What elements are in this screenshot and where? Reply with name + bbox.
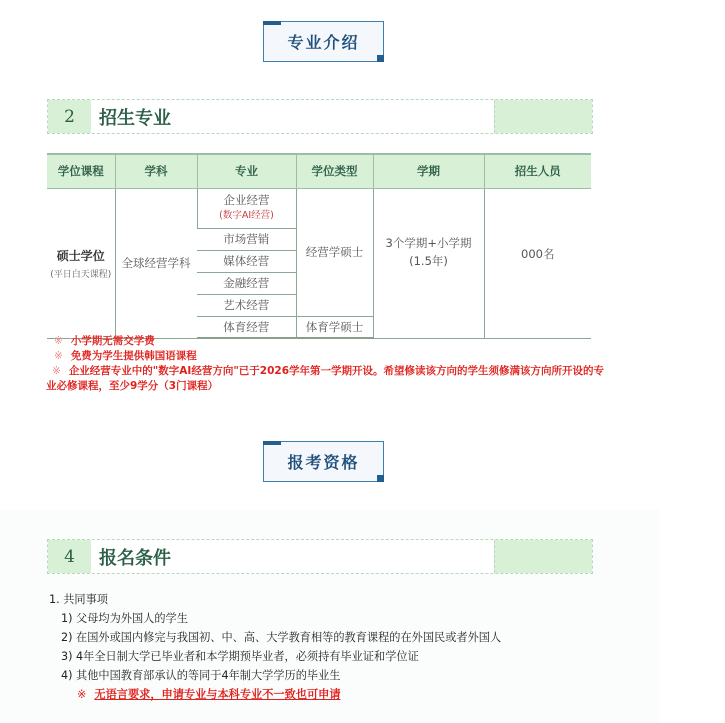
enrollment-cell (484, 188, 591, 338)
major-cell (197, 188, 296, 228)
major-name: 企业经营 (223, 193, 270, 207)
requirement-item: 4) 其他中国教育部承认的等同于4年制大学学历的毕业生 (61, 669, 341, 682)
section-header-conditions (47, 539, 593, 574)
semester-cell (373, 188, 484, 338)
note-item (48, 349, 608, 364)
requirement-item: 1) 父母均为外国人的学生 (61, 612, 188, 625)
degree-program-note: (平日白天课程) (50, 269, 112, 280)
note-item (46, 364, 608, 394)
degree-type-cell: 体育学硕士 (296, 316, 373, 338)
column-header: 学位类型 (296, 154, 373, 188)
section-banner-eligibility (263, 441, 384, 482)
note-text: 免费为学生提供韩国语课程 (70, 350, 197, 362)
column-header: 专业 (197, 154, 296, 188)
reference-mark-icon: ※ (52, 365, 61, 377)
table-header-row (47, 154, 591, 188)
semester-note: (1.5年) (409, 254, 448, 268)
majors-table (47, 153, 591, 339)
column-header: 学期 (373, 154, 484, 188)
reference-mark-icon: ※ (54, 350, 63, 362)
note-item (48, 334, 608, 349)
major-cell: 艺术经营 (197, 294, 296, 316)
warning-text: 无语言要求，申请专业与本科专业不一致也可申请 (94, 688, 341, 701)
requirement-warning (49, 685, 501, 704)
note-text: 企业经营专业中的"数字AI经营方向"已于2026学年第一学期开设。希望修读该方向的学生须修满该方向所开设的专业必修课程，至少9学分（3门课程） (46, 365, 605, 392)
notes-list (48, 334, 608, 394)
section-header-majors (47, 99, 593, 134)
column-header: 学科 (115, 154, 197, 188)
major-cell: 金融经营 (197, 272, 296, 294)
semester: 3个学期+小学期 (385, 236, 472, 250)
requirement-item: 3) 4年全日制大学已毕业者和本学期预毕业者，必须持有毕业证和学位证 (61, 650, 419, 663)
major-cell: 市场营销 (197, 228, 296, 250)
requirements-heading: 1. 共同事项 (49, 593, 108, 606)
enrollment: 000名 (521, 247, 555, 261)
column-header: 招生人员 (484, 154, 591, 188)
section-number: 2 (48, 100, 91, 133)
section-number: 4 (48, 540, 91, 573)
degree-type-cell: 经营学硕士 (296, 188, 373, 316)
banner-title: 专业介绍 (287, 33, 360, 52)
degree-program-cell (47, 188, 115, 338)
reference-mark-icon: ※ (77, 688, 87, 701)
requirement-item: 2) 在国外或国内修完与我国初、中、高、大学教育相等的教育课程的在外国民或者外国人 (61, 631, 502, 644)
section-decor-block (494, 100, 592, 133)
major-note: (数字AI经营) (219, 210, 274, 221)
reference-mark-icon: ※ (54, 335, 63, 347)
major-cell: 体育经营 (197, 316, 296, 338)
note-text: 小学期无需交学费 (70, 335, 155, 347)
section-title: 招生专业 (99, 107, 171, 129)
banner-title: 报考资格 (287, 453, 360, 472)
section-title: 报名条件 (99, 547, 171, 569)
section-banner-intro (263, 21, 384, 62)
requirements-list (49, 590, 501, 704)
degree-program: 硕士学位 (56, 248, 105, 263)
column-header: 学位课程 (47, 154, 115, 188)
table-row (47, 188, 591, 228)
discipline-cell: 全球经营学科 (115, 188, 197, 338)
major-cell: 媒体经营 (197, 250, 296, 272)
section-decor-block (494, 540, 592, 573)
